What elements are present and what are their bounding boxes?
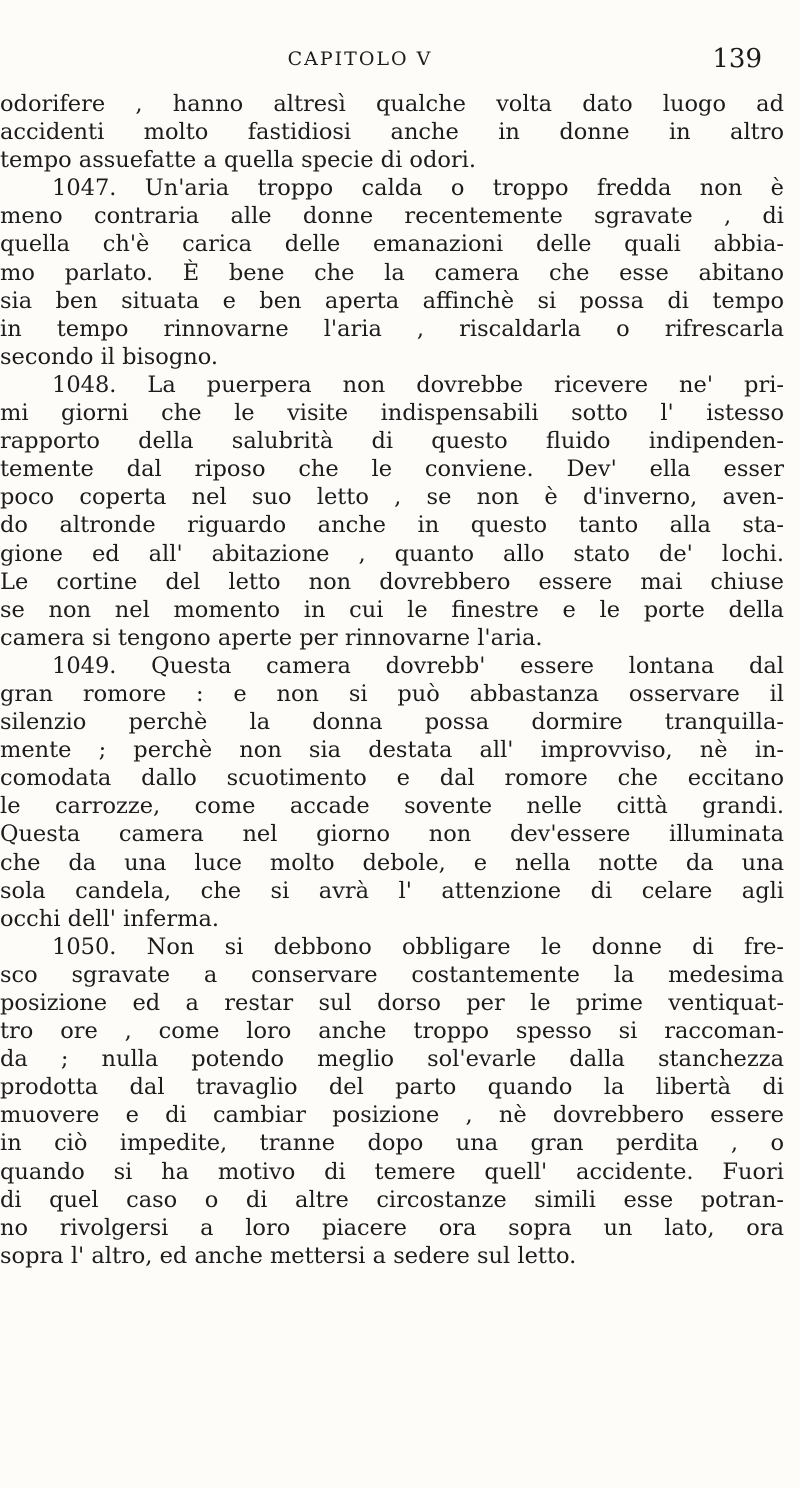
paragraph-start-line: 1049. Questa camera dovrebb' essere lontana dal xyxy=(52,652,784,679)
paragraph-start-line: 1050. Non si debbono obbligare le donne di fre- xyxy=(52,933,784,960)
text-line: gran romore : e non si può abbastanza osservare il xyxy=(0,680,784,707)
text-line: le carrozze, come accade sovente nelle città grandi. xyxy=(0,793,784,820)
text-line: quando si ha motivo di temere quell' accidente. Fuori xyxy=(0,1158,784,1185)
body-text xyxy=(0,90,792,1270)
text-line: tro ore , come loro anche troppo spesso si raccoman- xyxy=(0,1018,784,1045)
text-line: sola candela, che si avrà l' attenzione di celare agli xyxy=(0,877,784,904)
running-title: CAPITOLO V xyxy=(287,48,433,70)
text-line: Le cortine del letto non dovrebbero essere mai chiuse xyxy=(0,568,784,595)
text-line: occhi dell' inferma. xyxy=(0,905,220,932)
text-line: rapporto della salubrità di questo fluido indipenden- xyxy=(0,428,784,455)
text-line: in tempo rinnovarne l'aria , riscaldarla o rifrescarla xyxy=(0,315,784,342)
text-line: no rivolgersi a loro piacere ora sopra un lato, ora xyxy=(0,1214,784,1241)
running-head xyxy=(0,44,800,74)
text-line: tempo assuefatte a quella specie di odori. xyxy=(0,147,477,174)
text-line: muovere e di cambiar posizione , nè dovrebbero essere xyxy=(0,1102,784,1129)
text-line: mi giorni che le visite indispensabili sotto l' istesso xyxy=(0,400,784,427)
text-line: prodotta dal travaglio del parto quando la libertà di xyxy=(0,1074,784,1101)
text-line: se non nel momento in cui le finestre e le porte della xyxy=(0,596,784,623)
text-line: poco coperta nel suo letto , se non è d'inverno, aven- xyxy=(0,484,784,511)
text-line: temente dal riposo che le conviene. Dev' ella esser xyxy=(0,456,784,483)
text-line: secondo il bisogno. xyxy=(0,343,219,370)
text-line: in ciò impedite, tranne dopo una gran perdita , o xyxy=(0,1130,784,1157)
text-line: do altronde riguardo anche in questo tanto alla sta- xyxy=(0,512,784,539)
text-line: sco sgravate a conservare costantemente la medesima xyxy=(0,961,784,988)
text-line: mente ; perchè non sia destata all' improvviso, nè in- xyxy=(0,737,784,764)
text-line: gione ed all' abitazione , quanto allo stato de' lochi. xyxy=(0,540,784,567)
text-line: mo parlato. È bene che la camera che esse abitano xyxy=(0,259,784,286)
text-line: silenzio perchè la donna possa dormire tranquilla- xyxy=(0,709,784,736)
text-line: odorifere , hanno altresì qualche volta dato luogo ad xyxy=(0,91,784,117)
text-line: Questa camera nel giorno non dev'essere illuminata xyxy=(0,821,784,848)
text-line: posizione ed a restar sul dorso per le prime ventiquat- xyxy=(0,990,784,1016)
text-line: sopra l' altro, ed anche mettersi a sedere sul letto. xyxy=(0,1242,577,1269)
text-line: comodata dallo scuotimento e dal romore che eccitano xyxy=(0,765,784,792)
paragraph-start-line: 1048. La puerpera non dovrebbe ricevere ne' pri- xyxy=(52,371,784,398)
text-line: di quel caso o di altre circostanze simili esse potran- xyxy=(0,1186,784,1213)
text-line: quella ch'è carica delle emanazioni delle quali abbia- xyxy=(0,231,784,258)
text-line: che da una luce molto debole, e nella notte da una xyxy=(0,849,784,876)
text-line: meno contraria alle donne recentemente sgravate , di xyxy=(0,203,784,230)
page-number: 139 xyxy=(712,44,762,74)
text-line: camera si tengono aperte per rinnovarne l'aria. xyxy=(0,624,543,651)
text-line: da ; nulla potendo meglio sol'evarle dalla stanchezza xyxy=(0,1046,784,1073)
text-line: sia ben situata e ben aperta affinchè si possa di tempo xyxy=(0,287,784,314)
text-line: accidenti molto fastidiosi anche in donne in altro xyxy=(0,119,784,146)
paragraph-start-line: 1047. Un'aria troppo calda o troppo fredda non è xyxy=(52,175,784,202)
